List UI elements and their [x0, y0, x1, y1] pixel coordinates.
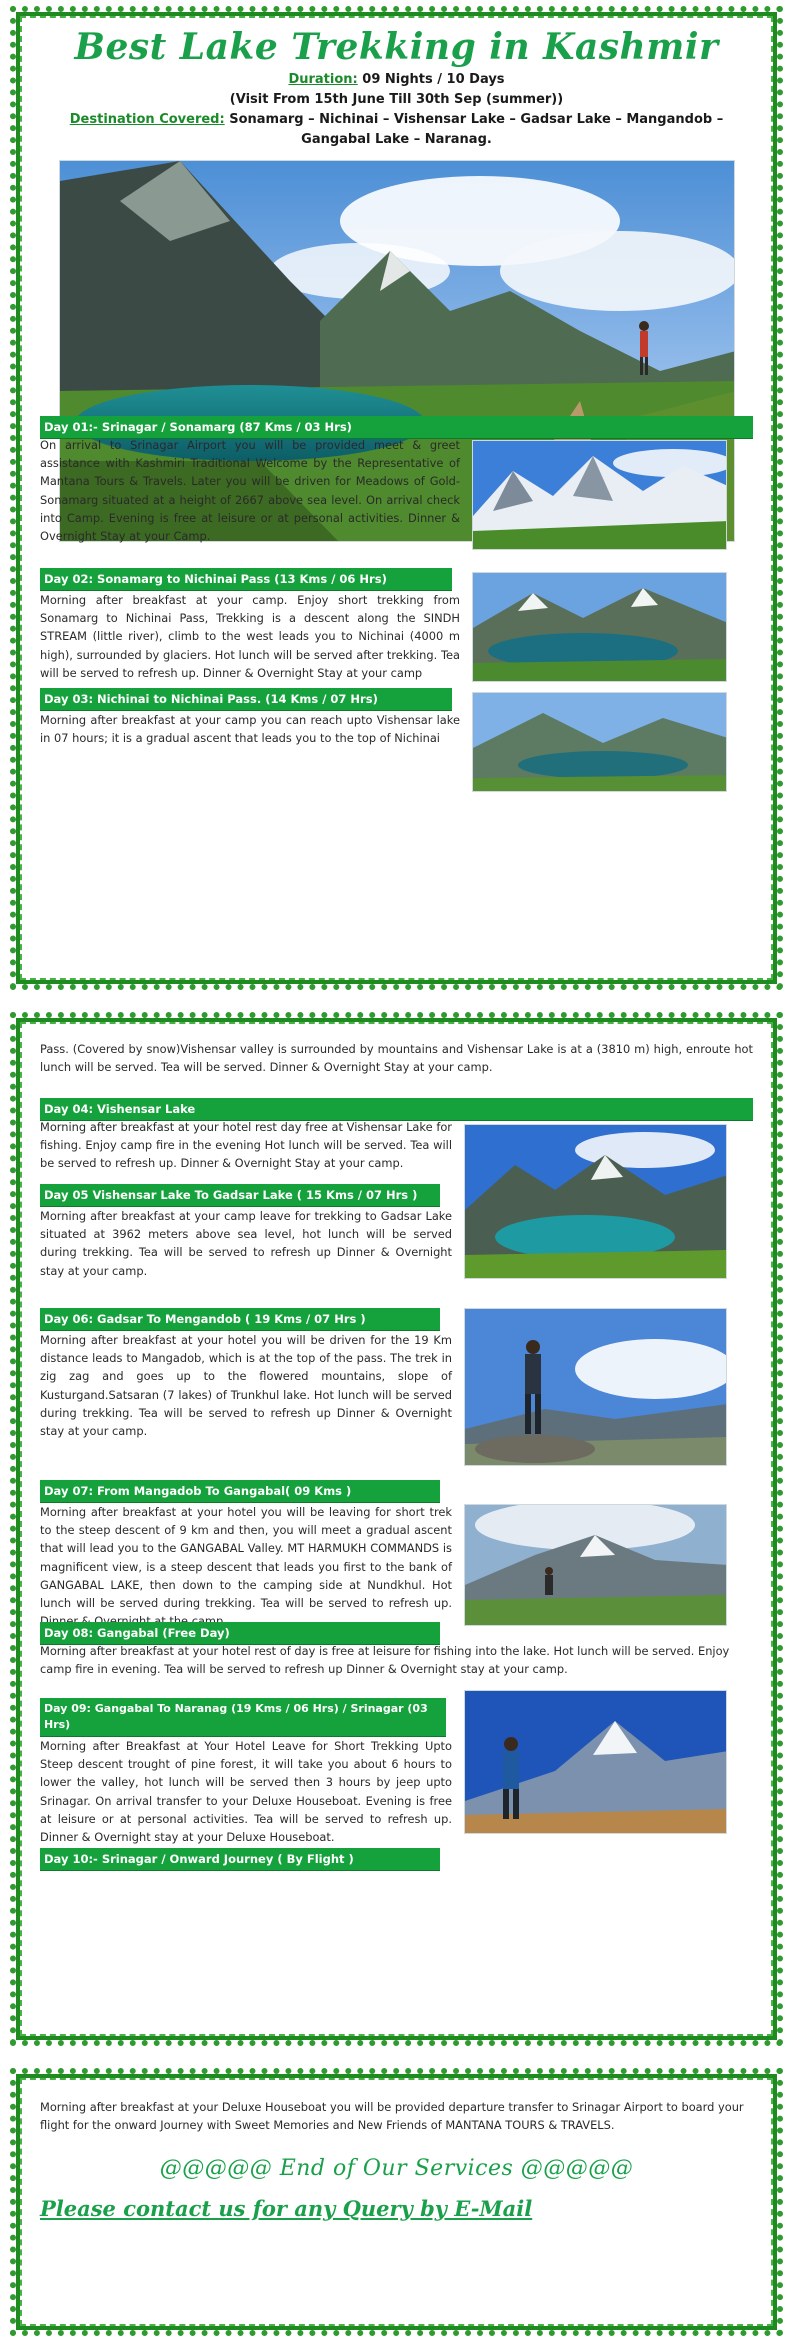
day-07-title: Day 07: From Mangadob To Gangabal( 09 Kms )	[40, 1480, 440, 1503]
day-05-title: Day 05 Vishensar Lake To Gadsar Lake ( 15 Kms / 07 Hrs )	[40, 1184, 440, 1207]
day-04-title: Day 04: Vishensar Lake	[40, 1098, 753, 1121]
page-3-frame	[10, 2068, 783, 2336]
day-07-text: Morning after breakfast at your hotel you will be leaving for short trek to the steep descent of 9 km and then, you will meet a gradual ascent that will lead you to the GANGABAL Valley. MT HARMUKH COMMANDS is magnificent view, is a steep descent that leads you first to the bank of GANGABAL LAKE, then down to the camping side at Nundkhul. Hot lunch will be served during trekking. Tea will be served to refresh up.	[40, 1505, 452, 1611]
visit-window: (Visit From 15th June Till 30th Sep (summer))	[229, 92, 564, 107]
contact-block	[40, 2196, 753, 2221]
day-03-title: Day 03: Nichinai to Nichinai Pass. (14 Kms / 07 Hrs)	[40, 688, 452, 711]
day-08-body	[40, 1642, 753, 1678]
day-02-title: Day 02: Sonamarg to Nichinai Pass (13 Kms / 06 Hrs)	[40, 568, 452, 591]
day-10-section	[40, 1848, 452, 1871]
duration-value: 09 Nights / 10 Days	[357, 72, 505, 87]
vishensar-lake-photo	[464, 1124, 727, 1279]
day-01-text: On arrival to Srinagar Airport you will be provided meet & greet assistance with Kashmiri Traditional Welcome by the Representative of Mantana Tours & Travels. Later you will be driven for Meadows of Gold-Sonamarg situated at a height of 2667 above sea level. On arrival check into Camp. Evening is free at leisure or at personal activities. Dinner & Overnight Stay at your Camp.	[40, 438, 460, 544]
green-lake-valley-photo	[472, 572, 727, 682]
destination-value: Sonamarg – Nichinai – Vishensar Lake – Gadsar Lake – Mangandob –	[224, 112, 724, 127]
destination-line-2: Gangabal Lake – Naranag.	[301, 132, 492, 147]
page-title: Best Lake Trekking in Kashmir	[74, 26, 719, 68]
day-03-section	[40, 688, 460, 747]
snow-mountain-photo	[472, 440, 727, 550]
day-04-text: Morning after breakfast at your hotel rest day free at Vishensar Lake for fishing. Enjoy camp fire in the evening Hot lunch will be served. Tea will be served to refresh up. Dinner & Overnight Stay at your camp.	[40, 1120, 452, 1171]
destination-line	[40, 110, 753, 130]
day-01-title: Day 01:- Srinagar / Sonamarg (87 Kms / 03 Hrs)	[40, 416, 753, 439]
day-10-title: Day 10:- Srinagar / Onward Journey ( By Flight )	[40, 1848, 440, 1871]
day-03-text-continued: Pass. (Covered by snow)Vishensar valley is surrounded by mountains and Vishensar Lake is at a (3810 m) high, enroute hot lunch will be served. Tea will be served. Dinner & Overnight Stay at your camp.	[40, 1042, 753, 1075]
day-09-title: Day 09: Gangabal To Naranag (19 Kms / 06 Hrs) / Srinagar (03 Hrs)	[40, 1698, 446, 1737]
contact-email-line: Please contact us for any Query by E-Mail	[40, 2196, 533, 2221]
day-03-continued	[40, 1040, 753, 1076]
day-06-section	[40, 1308, 452, 1440]
mountain-meadow-photo	[472, 692, 727, 792]
day-06-title: Day 06: Gadsar To Mengandob ( 19 Kms / 07 Hrs )	[40, 1308, 440, 1331]
day-05-text: Morning after breakfast at your camp leave for trekking to Gadsar Lake situated at 3962 meters above sea level, hot lunch will be served during trekking. Tea will be served to refresh up Dinner & Overnight stay at your camp.	[40, 1209, 452, 1278]
day-09-section	[40, 1698, 452, 1846]
day-02-text: Morning after breakfast at your camp. Enjoy short trekking from Sonamarg to Nichinai Pass, Trekking is a descent along the SINDH STREAM (little river), climb to the west leads you to Nichinai (4000 m high), surrounded by glaciers. Hot lunch will be served after trekking. Tea will be served to refresh up. Dinner & Overnight Stay at your camp	[40, 593, 460, 680]
page-1-frame	[10, 6, 783, 990]
day-09-text: Morning after Breakfast at Your Hotel Leave for Short Trekking Upto Steep descent trought of pine forest, it will take you about 6 hours to lower the valley, hot lunch will be served then 3 hours by jeep upto Srinagar. On arrival transfer to your Deluxe Houseboat. Evening is free at leisure or at personal activities. Tea will be served to refresh up. Dinner & Overnight stay at your Deluxe Houseboat.	[40, 1739, 452, 1845]
page-2-frame	[10, 1012, 783, 2046]
day-08-title: Day 08: Gangabal (Free Day)	[40, 1622, 440, 1645]
day-05-section	[40, 1184, 452, 1280]
day-07-section	[40, 1480, 452, 1630]
duration-line	[40, 70, 753, 90]
day-02-section	[40, 568, 460, 682]
hiker-mountain-peak-photo	[464, 1690, 727, 1834]
day-01-body	[40, 436, 460, 545]
day-08-text: Morning after breakfast at your hotel rest of day is free at leisure for fishing into the lake. Hot lunch will be served. Enjoy camp fire in evening. Tea will be served to refresh up Dinner & Overnight stay at your camp.	[40, 1644, 730, 1677]
day-03-text: Morning after breakfast at your camp you can reach upto Vishensar lake in 07 hours; it is a gradual ascent that leads you to the top of Nichinai	[40, 713, 460, 746]
end-of-services-block	[40, 2156, 753, 2181]
day-10-text: Morning after breakfast at your Deluxe Houseboat you will be provided departure transfer to Srinagar Airport to board your flight for the onward Journey with Sweet Memories and New Friends of MANTANA TOURS & TRAVELS.	[40, 2100, 744, 2133]
gangabal-valley-photo	[464, 1504, 727, 1626]
day-04-body	[40, 1118, 452, 1173]
duration-label: Duration:	[288, 72, 358, 87]
day-10-body	[40, 2098, 753, 2134]
destination-label: Destination Covered:	[69, 112, 225, 127]
end-of-services-line: @@@@@ End of Our Services @@@@@	[159, 2156, 634, 2181]
hiker-on-rock-photo	[464, 1308, 727, 1466]
day-06-text: Morning after breakfast at your hotel you will be driven for the 19 Km distance leads to Mangadob, which is at the top of the pass. The trek in zig zag and goes up to the flowered mountains, slope of Kusturgand.Satsaran (7 lakes) of Trunkhul lake. Hot lunch will be served during trekking. Tea will be served to refresh up Dinner & Overnight stay at your camp.	[40, 1333, 452, 1439]
